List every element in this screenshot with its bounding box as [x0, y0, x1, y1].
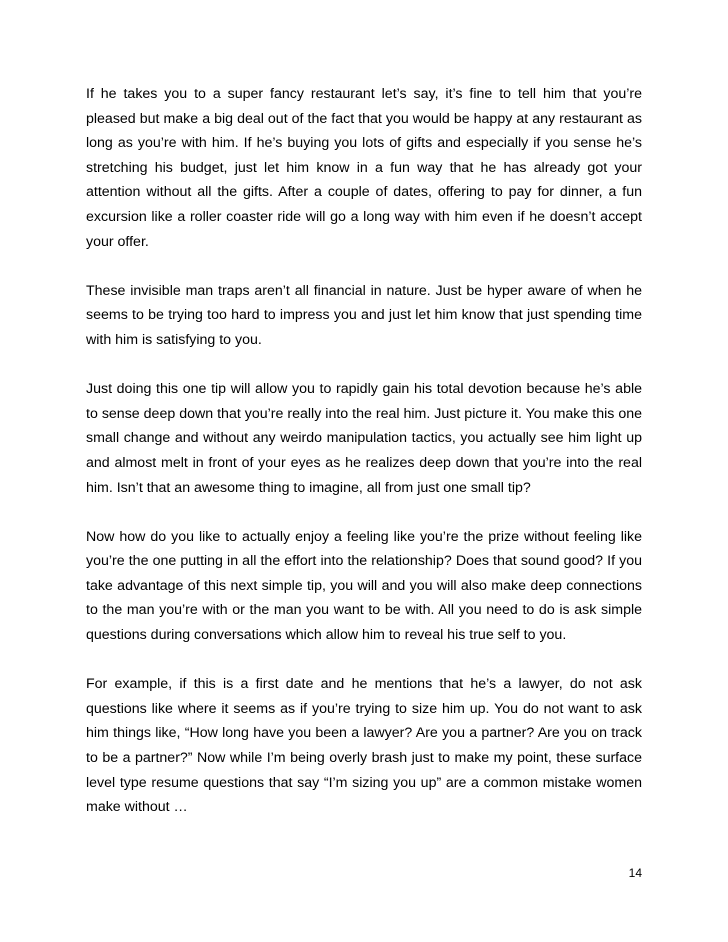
- paragraph: These invisible man traps aren’t all financial in nature. Just be hyper aware of when he seems to be trying too hard to impress you and just let him know that just spending time with him is satisfying to you.: [86, 282, 642, 348]
- paragraph: Just doing this one tip will allow you to rapidly gain his total devotion because he’s able to sense deep down that you’re really into the real him. Just picture it. You make this one small change and without any weirdo manipulation tactics, you actually see him light up and almost melt in front of your eyes as he realizes deep down that you’re into the real him. Isn’t that an awesome thing to imagine, all from just one small tip?: [86, 381, 642, 496]
- paragraph: If he takes you to a super fancy restaurant let’s say, it’s fine to tell him that you’re pleased but make a big deal out of the fact that you would be happy at any restaurant as long as you’re with him. If he’s buying you lots of gifts and especially if you sense he’s stretching his budget, just let him know in a fun way that he has already got your attention without all the gifts. After a couple of dates, offering to pay for dinner, a fun excursion like a roller coaster ride will go a long way with him even if he doesn’t accept your offer.: [86, 86, 642, 250]
- paragraph: For example, if this is a first date and he mentions that he’s a lawyer, do not ask questions like where it seems as if you’re trying to size him up. You do not want to ask him things like, “How long have you been a lawyer? Are you a partner? Are you on track to be a partner?” Now while I’m being overly brash just to make my point, these surface level type resume questions that say “I’m sizing you up” are a common mistake women make without …: [86, 676, 642, 816]
- body-text: [86, 82, 642, 844]
- paragraph: Now how do you like to actually enjoy a feeling like you’re the prize without feeling like you’re the one putting in all the effort into the relationship? Does that sound good? If you take advantage of this next simple tip, you will and you will also make deep connections to the man you’re with or the man you want to be with. All you need to do is ask simple questions during conversations which allow him to reveal his true self to you.: [86, 528, 642, 644]
- page-number: 14: [628, 866, 642, 880]
